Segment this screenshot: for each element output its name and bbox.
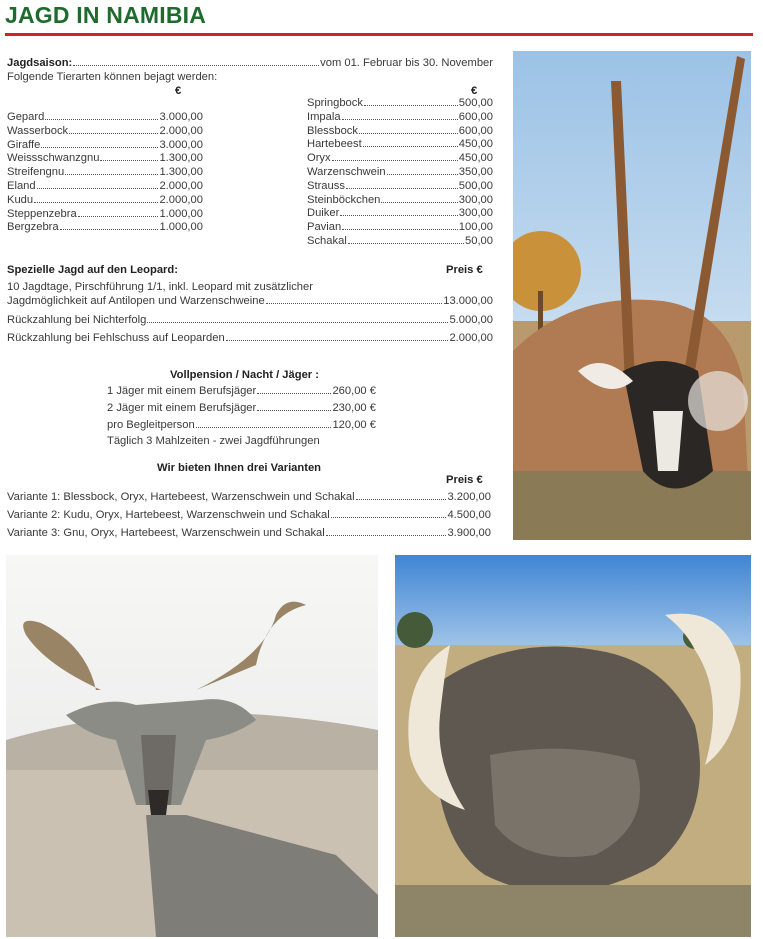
species-price-value: 50,00 [465,235,493,247]
species-price-label: Kudu [7,193,34,206]
variant-item-value: 4.500,00 [447,509,491,521]
species-price-row [307,110,493,124]
species-price-value: 500,00 [458,97,493,109]
species-price-value: 1.000,00 [159,207,203,220]
species-price-value: 2.000,00 [159,124,203,137]
variant-item-row [7,526,491,540]
species-price-label: Duiker [307,207,340,220]
variants-price-heading: Preis € [446,474,483,486]
season-row [7,56,493,70]
species-price-label: Pavian [307,221,342,234]
species-price-row [307,165,493,179]
species-price-row [7,193,203,207]
leopard-item-value: 2.000,00 [449,332,493,344]
page-title: JAGD IN NAMIBIA [5,2,207,28]
species-price-value: 1.000,00 [159,221,203,234]
species-price-row [7,124,203,138]
pension-item-value: 230,00 € [332,402,376,414]
leopard-item-label: Rückzahlung bei Fehlschuss auf Leoparden [7,332,225,344]
species-price-value: 450,00 [458,138,493,151]
pension-item-row [107,384,376,398]
leopard-item-label: Rückzahlung bei Nichterfolg [7,313,147,326]
leopard-item-row [7,294,493,308]
species-price-value: 2.000,00 [159,193,203,206]
pension-item-label: pro Begleitperson [107,419,195,431]
species-intro: Folgende Tierarten können bejagt werden: [7,71,218,83]
species-price-value: 600,00 [458,124,493,137]
species-price-label: Impala [307,110,341,123]
species-price-value: 600,00 [458,110,493,123]
pension-item-value: 120,00 € [332,419,376,431]
species-price-label: Gepard [7,111,45,123]
leopard-item-label: Jagdmöglichkeit auf Antilopen und Warzenschweine [7,295,265,307]
species-price-value: 300,00 [458,207,493,220]
species-price-label: Warzenschwein [307,166,386,178]
species-price-label: Hartebeest [307,138,362,151]
species-price-row [7,179,203,193]
variant-item-value: 3.200,00 [447,491,491,503]
species-price-value: 100,00 [458,221,493,234]
warthog-photo [395,555,751,937]
species-price-label: Schakal [307,235,347,247]
species-price-row [7,110,203,124]
species-price-label: Springbock [307,97,363,109]
species-price-label: Oryx [307,152,331,165]
leopard-item-value: 5.000,00 [449,313,493,326]
leopard-description: 10 Jagdtage, Pirschführung 1/1, inkl. Leopard mit zusätzlicher [7,281,313,293]
species-price-label: Streifengnu [7,166,65,179]
pension-item-label: 1 Jäger mit einem Berufsjäger [107,385,257,397]
species-price-label: Eland [7,180,36,192]
variant-item-value: 3.900,00 [447,527,491,539]
species-price-row [307,220,493,234]
species-price-label: Giraffe [7,138,41,151]
species-price-row [7,151,203,165]
species-price-row [7,138,203,152]
variant-item-row [7,490,491,504]
species-price-row [307,193,493,207]
species-price-value: 1.300,00 [159,152,203,165]
currency-right: € [471,85,478,97]
species-price-value: 300,00 [458,193,493,206]
species-price-value: 3.000,00 [159,111,203,123]
leopard-heading: Spezielle Jagd auf den Leopard: [7,264,178,276]
species-price-label: Blessbock [307,124,358,137]
species-price-row [307,124,493,138]
variants-heading: Wir bieten Ihnen drei Varianten [157,462,322,474]
title-divider [5,33,753,36]
species-price-row [7,207,203,221]
leopard-item-value: 13.000,00 [443,295,493,307]
species-price-row [307,206,493,220]
species-price-label: Steppenzebra [7,207,77,220]
variant-item-label: Variante 1: Blessbock, Oryx, Hartebeest, Warzenschwein und Schakal [7,491,355,503]
species-price-row [307,151,493,165]
variant-item-row [7,508,491,522]
pension-item-row [107,418,376,432]
species-price-value: 450,00 [458,152,493,165]
species-price-label: Bergzebra [7,221,59,234]
species-price-value: 3.000,00 [159,138,203,151]
leopard-item-row [7,313,493,327]
species-price-label: Steinböckchen [307,193,381,206]
leopard-price-heading: Preis € [446,264,483,276]
species-price-value: 350,00 [458,166,493,178]
variant-item-label: Variante 3: Gnu, Oryx, Hartebeest, Warzenschwein und Schakal [7,527,325,539]
species-price-row [7,165,203,179]
kudu-photo [6,555,378,937]
species-price-value: 500,00 [458,179,493,192]
pension-item-row [107,401,376,415]
leopard-item-row [7,331,493,345]
species-price-label: Wasserbock [7,124,69,137]
pension-note: Täglich 3 Mahlzeiten - zwei Jagdführungen [107,435,320,447]
pension-heading: Vollpension / Nacht / Jäger : [170,369,319,381]
species-price-value: 2.000,00 [159,180,203,192]
species-price-row [307,96,493,110]
species-price-row [7,220,203,234]
variant-item-label: Variante 2: Kudu, Oryx, Hartebeest, Warzenschwein und Schakal [7,509,330,521]
species-price-row [307,234,493,248]
currency-left: € [175,85,182,97]
species-price-value: 1.300,00 [159,166,203,179]
species-price-label: Weissschwanzgnu [7,152,100,165]
pension-item-value: 260,00 € [332,385,376,397]
pension-item-label: 2 Jäger mit einem Berufsjäger [107,402,257,414]
species-price-label: Strauss [307,179,345,192]
species-price-row [307,179,493,193]
oryx-photo [513,51,751,540]
season-value: vom 01. Februar bis 30. November [320,57,493,69]
species-price-row [307,137,493,151]
season-label: Jagdsaison: [7,57,73,69]
